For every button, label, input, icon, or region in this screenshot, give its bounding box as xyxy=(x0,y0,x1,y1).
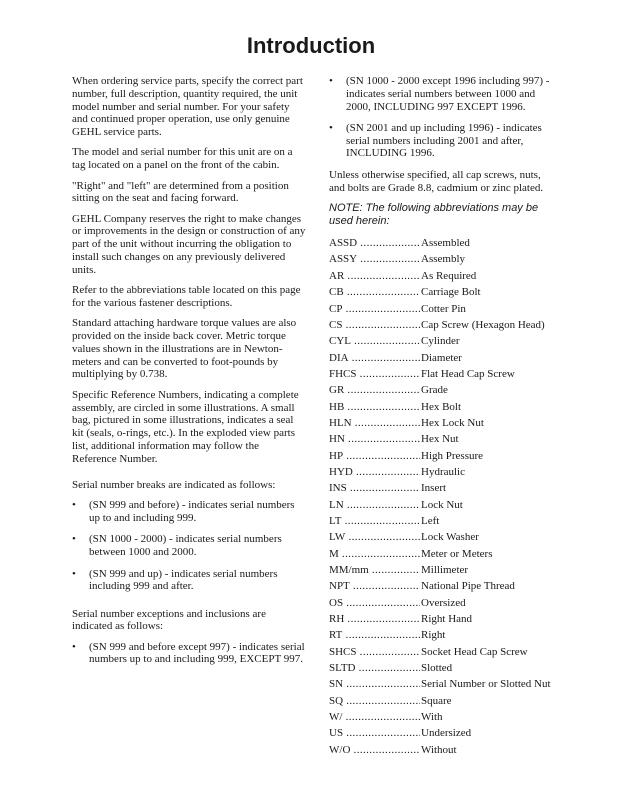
serial-breaks-intro: Serial number breaks are indicated as follows: xyxy=(72,479,276,492)
abbreviation-row xyxy=(329,579,554,595)
abbreviation-definition: Square xyxy=(421,694,452,707)
abbreviation-definition: Flat Head Cap Screw xyxy=(421,367,515,380)
abbreviation-row xyxy=(329,333,554,349)
abbreviation-row xyxy=(329,693,554,709)
abbreviation-code: CP ..... xyxy=(329,303,420,316)
abbreviation-definition: Right Hand xyxy=(421,613,473,626)
abbreviation-definition: Hex Lock Nut xyxy=(421,416,484,429)
right-column xyxy=(329,75,554,758)
abbreviation-code: M ..... xyxy=(329,548,420,561)
abbreviation-code: INS ..... xyxy=(329,482,420,495)
abbreviation-row xyxy=(329,481,554,497)
paragraph-right-left: "Right" and "left" are determined from a position sitting on the seat and facing forward. xyxy=(72,179,289,205)
abbreviation-code: CB ..... xyxy=(329,286,420,299)
abbreviation-definition: High Pressure xyxy=(421,449,484,462)
abbreviation-code: LW ..... xyxy=(329,531,420,544)
abbreviation-row xyxy=(329,448,554,464)
abbreviation-code: LT ..... xyxy=(329,515,420,528)
list-item: • (SN 1000 - 2000 except 1996 including 997) - indicates serial numbers between 1000 and 2000, INCLUDING 997 EXCEPT 1996. xyxy=(329,75,554,113)
abbreviation-row xyxy=(329,611,554,627)
serial-breaks-list xyxy=(72,499,306,593)
exceptions-list-left xyxy=(72,641,306,667)
abbreviation-row xyxy=(329,366,554,382)
abbreviation-code: DIA ..... xyxy=(329,352,420,365)
abbreviation-code: AR ..... xyxy=(329,270,420,283)
abbreviation-row xyxy=(329,382,554,398)
grade-note: Unless otherwise specified, all cap screws, nuts, and bolts are Grade 8.8, cadmium or zinc plated. xyxy=(329,168,544,194)
abbreviation-code: GR ..... xyxy=(329,384,420,397)
abbreviation-code: W/O ..... xyxy=(329,744,420,757)
abbreviation-code: CYL ..... xyxy=(329,335,420,348)
abbreviation-code: RT ..... xyxy=(329,629,420,642)
abbreviation-definition: Diameter xyxy=(421,351,462,364)
list-item: • (SN 2001 and up including 1996) - indicates serial numbers including 2001 and after, INCLUDING 1996. xyxy=(329,122,554,160)
abbreviation-definition: Lock Nut xyxy=(421,498,463,511)
abbreviation-row xyxy=(329,497,554,513)
abbreviations-table xyxy=(329,235,554,758)
abbreviation-definition: Hex Bolt xyxy=(421,400,462,413)
abbreviation-row xyxy=(329,399,554,415)
abbreviations-note: NOTE: The following abbreviations may be used herein: xyxy=(329,201,539,227)
list-item: • (SN 999 and up) - indicates serial numbers including 999 and after. xyxy=(72,568,306,594)
abbreviation-definition: Right xyxy=(421,629,446,642)
abbreviation-code: MM/mm ..... xyxy=(329,564,420,577)
abbreviation-row xyxy=(329,252,554,268)
page-title: Introduction xyxy=(246,33,376,58)
abbreviation-code: HB ..... xyxy=(329,401,420,414)
abbreviation-row xyxy=(329,464,554,480)
abbreviation-definition: Carriage Bolt xyxy=(421,286,481,299)
abbreviation-row xyxy=(329,235,554,251)
abbreviation-code: SLTD ..... xyxy=(329,662,420,675)
abbreviation-row xyxy=(329,284,554,300)
abbreviation-definition: Cotter Pin xyxy=(421,302,466,315)
abbreviation-row xyxy=(329,546,554,562)
abbreviation-code: ASSY ..... xyxy=(329,253,420,266)
abbreviation-code: LN ..... xyxy=(329,499,420,512)
abbreviation-row xyxy=(329,726,554,742)
abbreviation-definition: Assembly xyxy=(421,253,465,266)
abbreviation-code: HN ..... xyxy=(329,433,420,446)
abbreviation-definition: Socket Head Cap Screw xyxy=(421,645,528,658)
paragraph-torque: Standard attaching hardware torque values are also provided on the inside back cover. Metric torque values shown in the illustrations are in Newton-meters and can be converted to foot-pounds by multiplying by 0.738. xyxy=(72,317,297,381)
abbreviation-row xyxy=(329,415,554,431)
abbreviation-definition: As Required xyxy=(421,269,477,282)
abbreviation-row xyxy=(329,644,554,660)
exceptions-list-right xyxy=(329,75,554,160)
abbreviation-code: HP ..... xyxy=(329,450,420,463)
abbreviation-definition: Undersized xyxy=(421,727,472,740)
abbreviation-row xyxy=(329,628,554,644)
abbreviation-definition: Oversized xyxy=(421,596,466,609)
abbreviation-code: HYD ..... xyxy=(329,466,420,479)
abbreviation-definition: National Pipe Thread xyxy=(421,580,515,593)
paragraph-ordering: When ordering service parts, specify the correct part number, full description, quantity required, the unit model number and serial number. For your safety and continued proper operation, use only genuine GEHL service parts. xyxy=(72,75,303,139)
abbreviation-code: CS ..... xyxy=(329,319,420,332)
abbreviation-code: FHCS ..... xyxy=(329,368,420,381)
list-item: • (SN 999 and before) - indicates serial numbers up to and including 999. xyxy=(72,499,306,525)
list-item: • (SN 999 and before except 997) - indicates serial numbers up to and including 999, EXCEPT 997. xyxy=(72,641,306,667)
abbreviation-row xyxy=(329,513,554,529)
abbreviation-row xyxy=(329,742,554,758)
paragraph-abbreviations-ref: Refer to the abbreviations table located on this page for the various fastener descriptions. xyxy=(72,284,301,309)
paragraph-serial-tag: The model and serial number for this unit are on a tag located on a panel on the front of the cabin. xyxy=(72,146,293,172)
abbreviation-definition: Hex Nut xyxy=(421,433,459,446)
abbreviation-code: NPT ..... xyxy=(329,580,420,593)
left-column xyxy=(72,75,306,675)
abbreviation-definition: Serial Number or Slotted Nut xyxy=(421,678,551,691)
abbreviation-code: HLN ..... xyxy=(329,417,420,430)
abbreviation-definition: Without xyxy=(421,743,457,756)
abbreviation-code: W/ ..... xyxy=(329,711,420,724)
abbreviation-code: US ..... xyxy=(329,727,420,740)
abbreviation-definition: Assembled xyxy=(421,237,470,250)
abbreviation-code: SN ..... xyxy=(329,678,420,691)
abbreviation-definition: With xyxy=(421,711,443,724)
abbreviation-code: OS ..... xyxy=(329,597,420,610)
abbreviation-row xyxy=(329,317,554,333)
abbreviation-definition: Left xyxy=(421,514,440,527)
abbreviation-row xyxy=(329,301,554,317)
paragraph-reference-numbers: Specific Reference Numbers, indicating a complete assembly, are circled in some illustrations. A small bag, pictured in some illustrations, indicates a seal kit (seals, o-rings, etc.). In the exploded view parts list, additional information may follow the Reference Number. xyxy=(72,388,299,465)
abbreviation-row xyxy=(329,268,554,284)
abbreviation-definition: Grade xyxy=(421,384,448,397)
paragraph-changes: GEHL Company reserves the right to make changes or improvements in the design or construction of any part of the unit without incurring the obligation to install such changes on any previously delivered units. xyxy=(72,212,306,276)
abbreviation-row xyxy=(329,660,554,676)
abbreviation-row xyxy=(329,530,554,546)
abbreviation-row xyxy=(329,709,554,725)
abbreviation-code: SHCS ..... xyxy=(329,646,420,659)
exceptions-intro: Serial number exceptions and inclusions are indicated as follows: xyxy=(72,607,266,633)
abbreviation-code: ASSD ..... xyxy=(329,237,420,250)
abbreviation-row xyxy=(329,562,554,578)
abbreviation-definition: Slotted xyxy=(421,662,453,675)
abbreviation-code: SQ ..... xyxy=(329,695,420,708)
abbreviation-definition: Hydraulic xyxy=(421,465,465,478)
abbreviation-row xyxy=(329,595,554,611)
abbreviation-definition: Millimeter xyxy=(421,564,469,577)
abbreviation-definition: Meter or Meters xyxy=(421,547,493,560)
abbreviation-row xyxy=(329,677,554,693)
abbreviation-definition: Insert xyxy=(421,482,447,495)
abbreviation-code: RH ..... xyxy=(329,613,420,626)
abbreviation-row xyxy=(329,350,554,366)
abbreviation-row xyxy=(329,432,554,448)
abbreviation-definition: Cylinder xyxy=(421,335,460,348)
abbreviation-definition: Lock Washer xyxy=(421,531,479,544)
list-item: • (SN 1000 - 2000) - indicates serial numbers between 1000 and 2000. xyxy=(72,533,306,559)
abbreviation-definition: Cap Screw (Hexagon Head) xyxy=(421,318,545,331)
